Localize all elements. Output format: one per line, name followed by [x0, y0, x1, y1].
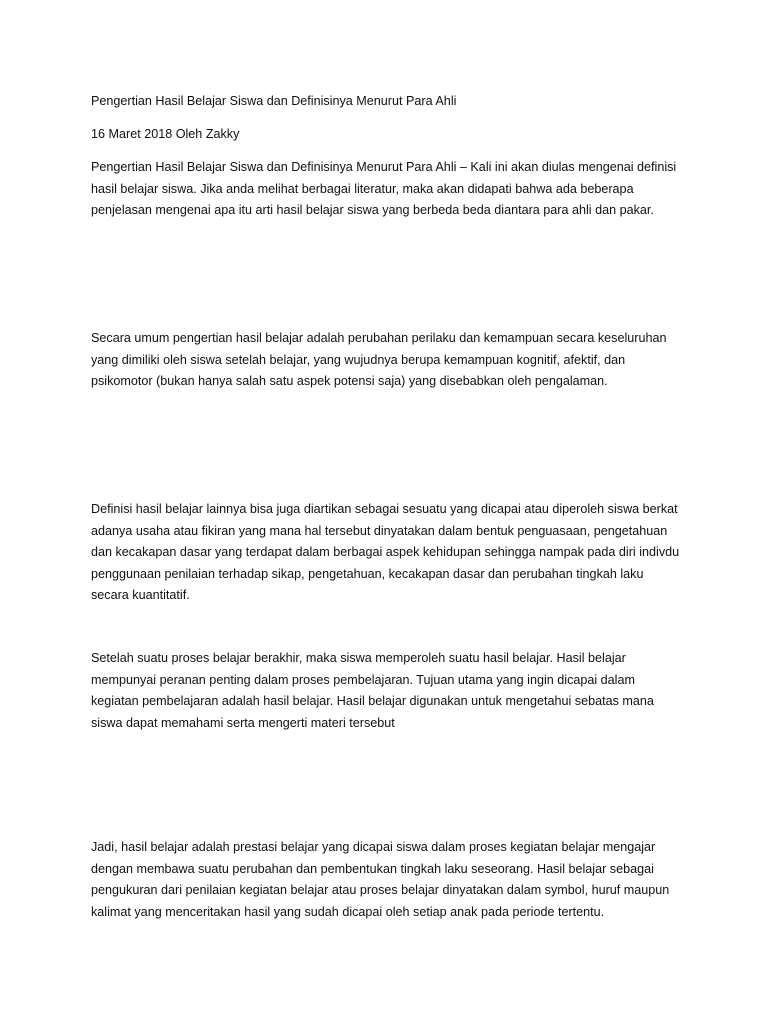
paragraph-line: penjelasan mengenai apa itu arti hasil belajar siswa yang berbeda beda diantara para ahli dan pakar.	[91, 203, 654, 217]
document-title	[91, 91, 691, 113]
paragraph-line: adanya usaha atau fikiran yang mana hal tersebut dinyatakan dalam bentuk penguasaan, pengetahuan	[91, 523, 668, 538]
byline-text: 16 Maret 2018 Oleh Zakky	[91, 127, 240, 141]
paragraph-line: hasil belajar siswa. Jika anda melihat berbagai literatur, maka akan didapati bahwa ada beberapa	[91, 181, 634, 196]
paragraph-line: pengukuran dari penilaian kegiatan belajar atau proses belajar dinyatakan dalam symbol, huruf maupun	[91, 883, 670, 897]
paragraph-line: Jadi, hasil belajar adalah prestasi belajar yang dicapai siswa dalam proses kegiatan belajar mengajar	[91, 840, 656, 854]
paragraph-line: yang dimiliki oleh siswa setelah belajar, yang wujudnya berupa kemampuan kognitif, afektif, dan	[91, 352, 626, 367]
paragraph-2	[91, 328, 691, 393]
paragraph-5	[91, 837, 691, 923]
paragraph-4	[91, 648, 691, 734]
paragraph-line: kalimat yang menceritakan hasil yang sudah dicapai oleh setiap anak pada periode tertentu.	[91, 904, 605, 919]
paragraph-1	[91, 157, 691, 222]
document-byline	[91, 124, 691, 146]
paragraph-line: Definisi hasil belajar lainnya bisa juga diartikan sebagai sesuatu yang dicapai atau diperoleh siswa berkat	[91, 502, 678, 516]
paragraph-line: secara kuantitatif.	[91, 588, 190, 602]
paragraph-line: dan kecakapan dasar yang terdapat dalam berbagai aspek kehidupan sehingga nampak pada diri indivdu	[91, 545, 680, 559]
paragraph-line: kegiatan pembelajaran adalah hasil belajar. Hasil belajar digunakan untuk mengetahui sebatas mana	[91, 694, 654, 708]
paragraph-line: mempunyai peranan penting dalam proses pembelajaran. Tujuan utama yang ingin dicapai dalam	[91, 672, 635, 687]
paragraph-line: Pengertian Hasil Belajar Siswa dan Definisinya Menurut Para Ahli – Kali ini akan diulas mengenai definisi	[91, 160, 677, 174]
paragraph-line: dengan membawa suatu perubahan dan pembentukan tingkah laku seseorang. Hasil belajar sebagai	[91, 861, 654, 876]
title-text: Pengertian Hasil Belajar Siswa dan Definisinya Menurut Para Ahli	[91, 94, 457, 108]
paragraph-3	[91, 499, 691, 607]
paragraph-line: siswa dapat memahami serta mengerti materi tersebut	[91, 715, 395, 730]
paragraph-line: penggunaan penilaian terhadap sikap, pengetahuan, kecakapan dasar dan perubahan tingkah laku	[91, 566, 644, 581]
paragraph-line: Setelah suatu proses belajar berakhir, maka siswa memperoleh suatu hasil belajar. Hasil belajar	[91, 651, 626, 665]
paragraph-line: psikomotor (bukan hanya salah satu aspek potensi saja) yang disebabkan oleh pengalaman.	[91, 374, 608, 388]
paragraph-line: Secara umum pengertian hasil belajar adalah perubahan perilaku dan kemampuan secara keseluruhan	[91, 331, 667, 345]
